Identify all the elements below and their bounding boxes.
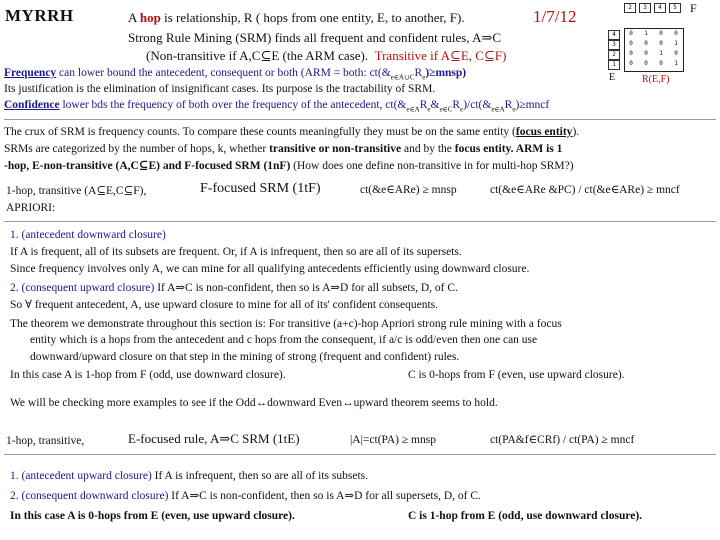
sec2-p2 — [10, 489, 481, 503]
confidence-term: Confidence — [4, 99, 60, 111]
conf-mid-4: )/ct(& — [463, 99, 492, 111]
header-line-1 — [128, 10, 465, 25]
conf-sub-3b: e — [512, 105, 516, 114]
conf-sub-1: e∈A — [406, 105, 420, 114]
sec1-p7: entity which is a hops from the antecedent and c hops from the consequent, if a/c is odd/even then one can use — [30, 334, 538, 346]
left-label-2: 2 — [608, 50, 620, 60]
sec1-p9a: In this case A is 1-hop from F (odd, use downward closure). — [10, 369, 286, 381]
matrix-cell: 0 — [674, 50, 678, 57]
matrix-caption: R(E,F) — [642, 74, 670, 85]
divider-3 — [4, 454, 716, 455]
sec2-p2a: 2. (consequent downward closure) — [10, 490, 169, 502]
sec1-heading-2: F-focused SRM (1tF) — [200, 181, 321, 196]
hop-term: hop — [139, 10, 161, 25]
matrix-cell: 0 — [629, 30, 633, 37]
matrix-cell: 1 — [644, 30, 648, 37]
conf-sub-3: e∈A — [491, 105, 505, 114]
apriori-label: APRIORI: — [6, 202, 56, 214]
sec2-p3-right: C is 1-hop from E (odd, use downward closure). — [408, 510, 643, 522]
sec2-confidence-formula: ct(PA&f∈CRf) / ct(PA) ≥ mncf — [490, 434, 635, 446]
frequency-tail: R — [414, 67, 423, 79]
sec1-frequency-formula: ct(&e∈ARe) ≥ mnsp — [360, 184, 457, 196]
sec1-heading-1: 1-hop, transitive (A⊆E,C⊆F), — [6, 185, 147, 197]
header-line-1-pre: A — [128, 10, 140, 25]
frequency-end: )≥mnsp) — [425, 67, 467, 79]
divider-2 — [4, 221, 716, 222]
matrix-cell: 1 — [674, 60, 678, 67]
relationship-diagram — [609, 0, 718, 90]
matrix-cell: 1 — [674, 40, 678, 47]
top-label-4: 4 — [654, 3, 666, 13]
divider-1 — [4, 119, 716, 120]
sec1-p1-text: 1. (antecedent downward closure) — [10, 229, 166, 241]
crux-1a: The crux of SRM is frequency counts. To compare these counts meaningfully they must be on the same entity ( — [4, 126, 516, 138]
sec2-p1b: If A is infrequent, then so are all of its subsets. — [151, 470, 369, 482]
matrix-cell: 0 — [629, 50, 633, 57]
crux-line-1 — [4, 125, 579, 139]
sec1-p4a: 2. (consequent upward closure) — [10, 282, 155, 294]
confidence-line — [4, 98, 549, 116]
conf-end: )≥mncf — [515, 99, 550, 111]
sec1-p3: Since frequency involves only A, we can mine for all qualifying antecedents efficiently using downward closure. — [10, 263, 530, 275]
conf-sub-2: e∈C — [439, 105, 453, 114]
matrix-cell: 0 — [659, 30, 663, 37]
crux-2b: transitive or non-transitive — [269, 143, 402, 155]
sec2-frequency-formula: |A|=ct(PA) ≥ mnsp — [350, 434, 436, 446]
matrix-cell: 0 — [659, 60, 663, 67]
left-label-4: 4 — [608, 30, 620, 40]
sec1-p1 — [10, 228, 166, 242]
sec2-heading-1: 1-hop, transitive, — [6, 435, 85, 447]
left-label-3: 3 — [608, 40, 620, 50]
matrix-cell: 0 — [644, 60, 648, 67]
crux-line-3 — [4, 159, 574, 173]
conf-sub-1b: e — [427, 105, 431, 114]
sec1-confidence-formula: ct(&e∈ARe &PC) / ct(&e∈ARe) ≥ mncf — [490, 184, 680, 196]
sec2-p2b: If A⇒C is non-confident, then so is A⇒D for all supersets, D, of C. — [168, 490, 481, 502]
frequency-text: can lower bound the antecedent, consequent or both (ARM = both: ct(& — [56, 67, 391, 79]
sec1-p2: If A is frequent, all of its subsets are frequent. Or, if A is infrequent, then so are all of its supersets. — [10, 246, 462, 258]
sec1-p5: So ∀ frequent antecedent, A, use upward closure to mine for all of its' confident consequents. — [10, 299, 439, 311]
transitive-def: Transitive if A⊆E, C⊆F) — [374, 48, 507, 63]
sec2-p1 — [10, 469, 368, 483]
conf-mid-1: R — [419, 99, 428, 111]
header-line-3 — [146, 48, 506, 63]
crux-2d: focus entity. — [454, 143, 514, 155]
date-label: 1/7/12 — [533, 7, 577, 26]
header-line-1-post: is relationship, R ( hops from one entity, E, to another, F). — [160, 10, 465, 25]
page-title: MYRRH — [5, 6, 74, 25]
matrix-cell: 0 — [674, 30, 678, 37]
crux-3a: -hop, E-non-transitive (A,C⊆E) and F-focused SRM (1nF) — [4, 160, 291, 172]
header-line-2: Strong Rule Mining (SRM) finds all frequent and confident rules, A⇒C — [128, 30, 502, 45]
matrix-cell: 0 — [629, 40, 633, 47]
top-label-2: 2 — [624, 3, 636, 13]
conf-mid-5: R — [504, 99, 513, 111]
crux-2a: SRMs are categorized by the number of hops, k, whether — [4, 143, 270, 155]
sec1-p9 — [10, 368, 286, 382]
top-label-5: 5 — [669, 3, 681, 13]
sec2-p3: In this case A is 0-hops from E (even, use upward closure). — [10, 510, 295, 522]
crux-3b: (How does one define non-transitive in for multi-hop SRM?) — [290, 160, 574, 172]
matrix-cell: 0 — [644, 40, 648, 47]
sec1-p6: The theorem we demonstrate throughout this section is: For transitive (a+c)-hop Apriori strong rule mining with a focus — [10, 318, 562, 330]
f-label: F — [690, 1, 697, 15]
crux-2e: ARM is 1 — [513, 143, 563, 155]
matrix-cell: 0 — [644, 50, 648, 57]
frequency-term: Frequency — [4, 67, 57, 79]
frequency-sub: e∈A∪C — [390, 73, 415, 82]
conf-sub-2b: e — [460, 105, 464, 114]
crux-line-2 — [4, 142, 562, 156]
crux-2c: and by the — [401, 143, 455, 155]
matrix-cell: 0 — [629, 60, 633, 67]
sec1-p4 — [10, 281, 458, 295]
sec1-p8: downward/upward closure on that step in the mining of strong (frequent and confident) rules. — [30, 351, 460, 363]
sec1-p4b: If A⇒C is non-confident, then so is A⇒D for all subsets, D, of C. — [154, 282, 458, 294]
matrix-cell: 0 — [659, 40, 663, 47]
non-transitive-def: (Non-transitive if A,C⊆E (the ARM case). — [146, 48, 369, 63]
focus-entity-term: focus entity — [515, 126, 573, 138]
e-label: E — [609, 72, 616, 83]
confidence-text: lower bds the frequency of both over the frequency of the antecedent, ct(& — [59, 99, 407, 111]
conf-mid-2: & — [430, 99, 440, 111]
conf-mid-3: R — [452, 99, 461, 111]
matrix-cell: 1 — [659, 50, 663, 57]
sec1-p10: We will be checking more examples to see if the Odd↔downward Even↔upward theorem seems to hold. — [10, 397, 498, 409]
crux-1c: ). — [572, 126, 580, 138]
top-label-3: 3 — [639, 3, 651, 13]
sec1-p9-right: C is 0-hops from F (even, use upward closure). — [408, 369, 625, 381]
frequency-sub-2: e — [422, 73, 426, 82]
sec2-heading-2: E-focused rule, A⇒C SRM (1tE) — [128, 431, 300, 446]
justification-line: Its justification is the elimination of insignificant cases. Its purpose is the tractability of SRM. — [4, 83, 436, 95]
left-label-1: 1 — [608, 60, 620, 70]
sec2-p1a: 1. (antecedent upward closure) — [10, 470, 152, 482]
